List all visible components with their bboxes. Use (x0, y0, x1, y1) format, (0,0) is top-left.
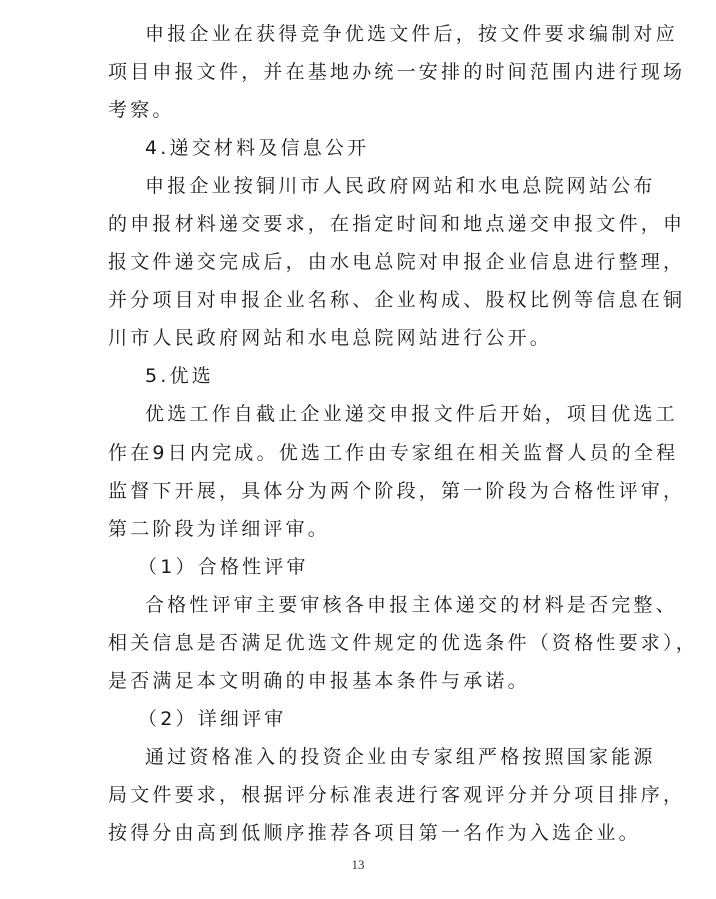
body-line: 第二阶段为详细评审。 (108, 518, 331, 540)
body-line: 合格性评审主要审核各申报主体递交的材料是否完整、 (145, 594, 678, 616)
body-line: 项目申报文件，并在基地办统一安排的时间范围内进行现场 (108, 61, 686, 83)
body-line: 申报企业按铜川市人民政府网站和水电总院网站公布 (145, 175, 656, 197)
body-line: 通过资格准入的投资企业由专家组严格按照国家能源 (145, 746, 656, 768)
section-heading: 5.优选 (145, 365, 214, 387)
page-number: 13 (351, 857, 365, 872)
body-line: 相关信息是否满足优选文件规定的优选条件（资格性要求）， (108, 632, 698, 654)
body-line: 作在9日内完成。优选工作由专家组在相关监督人员的全程 (108, 442, 679, 464)
body-line: 监督下开展，具体分为两个阶段，第一阶段为合格性评审， (108, 480, 686, 502)
body-line: 报文件递交完成后，由水电总院对申报企业信息进行整理， (108, 251, 686, 273)
body-line: 局文件要求，根据评分标准表进行客观评分并分项目排序， (108, 784, 686, 806)
body-line: 优选工作自截止企业递交申报文件后开始，项目优选工 (145, 403, 678, 425)
body-line: 是否满足本文明确的申报基本条件与承诺。 (108, 670, 530, 692)
subsection-heading: （1）合格性评审 (138, 556, 309, 578)
section-heading: 4.递交材料及信息公开 (145, 137, 370, 159)
body-line: 并分项目对申报企业名称、企业构成、股权比例等信息在铜 (108, 289, 686, 311)
body-line: 的申报材料递交要求，在指定时间和地点递交申报文件，申 (108, 213, 686, 235)
body-line: 申报企业在获得竞争优选文件后，按文件要求编制对应 (145, 23, 678, 45)
subsection-heading: （2）详细评审 (138, 708, 287, 730)
body-line: 按得分由高到低顺序推荐各项目第一名作为入选企业。 (108, 822, 641, 844)
body-line: 考察。 (108, 99, 175, 121)
body-line: 川市人民政府网站和水电总院网站进行公开。 (108, 327, 553, 349)
